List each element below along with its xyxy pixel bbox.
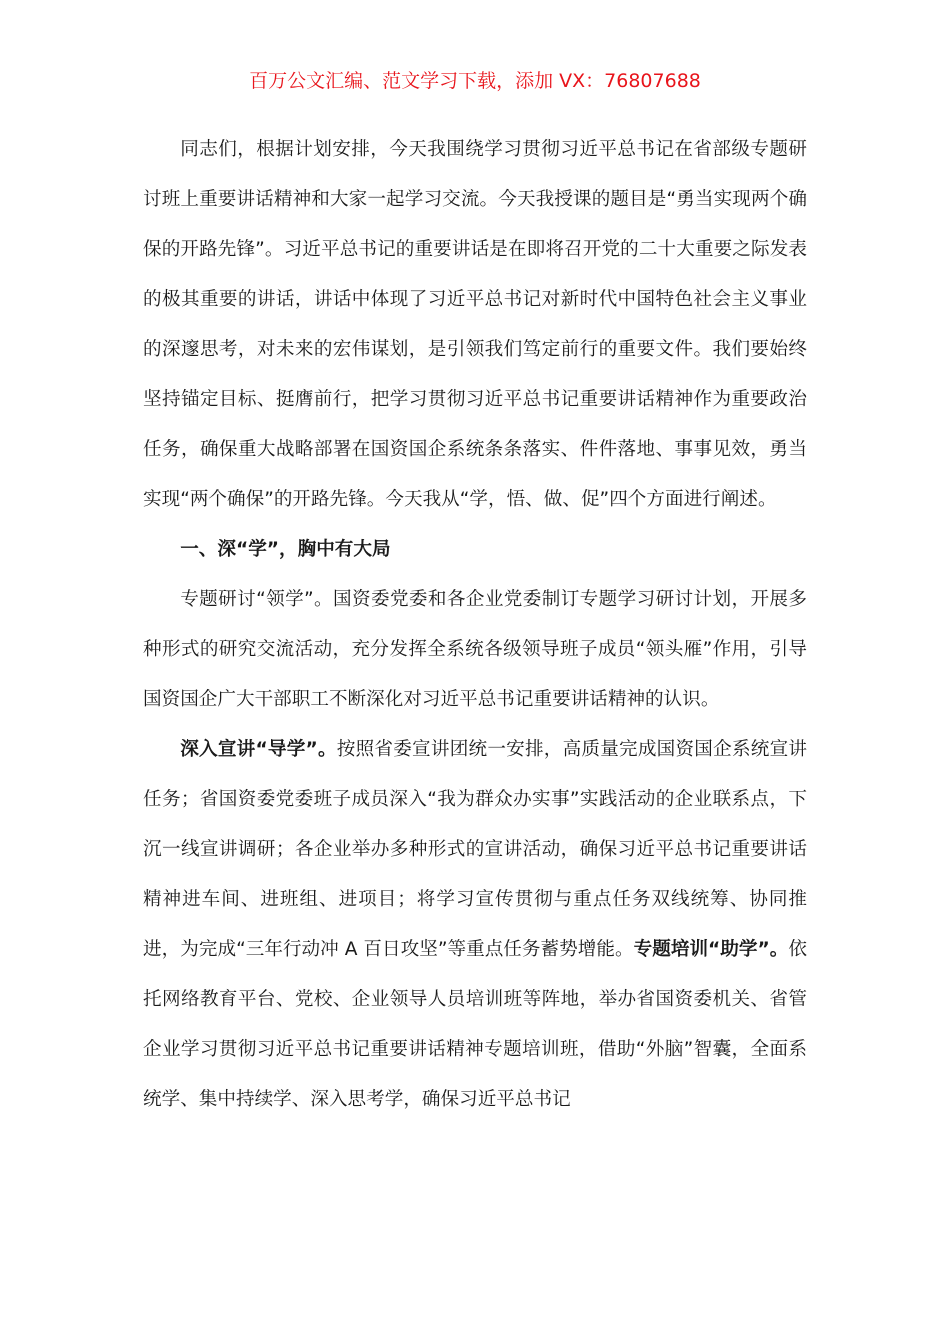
paragraph-text-training: 依托网络教育平台、党校、企业领导人员培训班等阵地，举办省国资委机关、省管企业学习贯彻习近平总书记重要讲话精神专题培训班，借助“外脑”智囊，全面系统学、集中持续学、深入思考学，确保习近平总书记: [143, 939, 807, 1110]
paragraph-lead-label: 深入宣讲“导学”。: [180, 739, 337, 760]
intro-paragraph: 同志们，根据计划安排，今天我围绕学习贯彻习近平总书记在省部级专题研讨班上重要讲话精神和大家一起学习交流。今天我授课的题目是“勇当实现两个确保的开路先锋”。习近平总书记的重要讲话是在即将召开党的二十大重要之际发表的极其重要的讲话，讲话中体现了习近平总书记对新时代中国特色社会主义事业的深邃思考，对未来的宏伟谋划，是引领我们笃定前行的重要文件。我们要始终坚持锚定目标、挺膺前行，把学习贯彻习近平总书记重要讲话精神作为重要政治任务，确保重大战略部署在国资国企系统条条落实、件件落地、事事见效，勇当实现“两个确保”的开路先锋。今天我从“学，悟、做、促”四个方面进行阐述。: [143, 139, 807, 510]
section-heading: 一、深“学”，胸中有大局: [180, 539, 391, 560]
paragraph-lead-label-training: 专题培训“助学”。: [633, 939, 789, 960]
page-header-ad: 百万公文汇编、范文学习下载，添加 VX：76807688: [249, 70, 701, 92]
paragraph-guided-study: [143, 725, 807, 1125]
paragraph-lead-study: 专题研讨“领学”。国资委党委和各企业党委制订专题学习研讨计划，开展多种形式的研究交流活动，充分发挥全系统各级领导班子成员“领头雁”作用，引导国资国企广大干部职工不断深化对习近平总书记重要讲话精神的认识。: [143, 589, 807, 710]
paragraph-text: 按照省委宣讲团统一安排，高质量完成国资国企系统宣讲任务；省国资委党委班子成员深入“我为群众办实事”实践活动的企业联系点，下沉一线宣讲调研；各企业举办多种形式的宣讲活动，确保习近平总书记重要讲话精神进车间、进班组、进项目；将学习宣传贯彻与重点任务双线统筹、协同推进，为完成“三年行动冲 A 百日攻坚”等重点任务蓄势增能。: [143, 739, 807, 960]
document-body: [143, 125, 807, 1125]
